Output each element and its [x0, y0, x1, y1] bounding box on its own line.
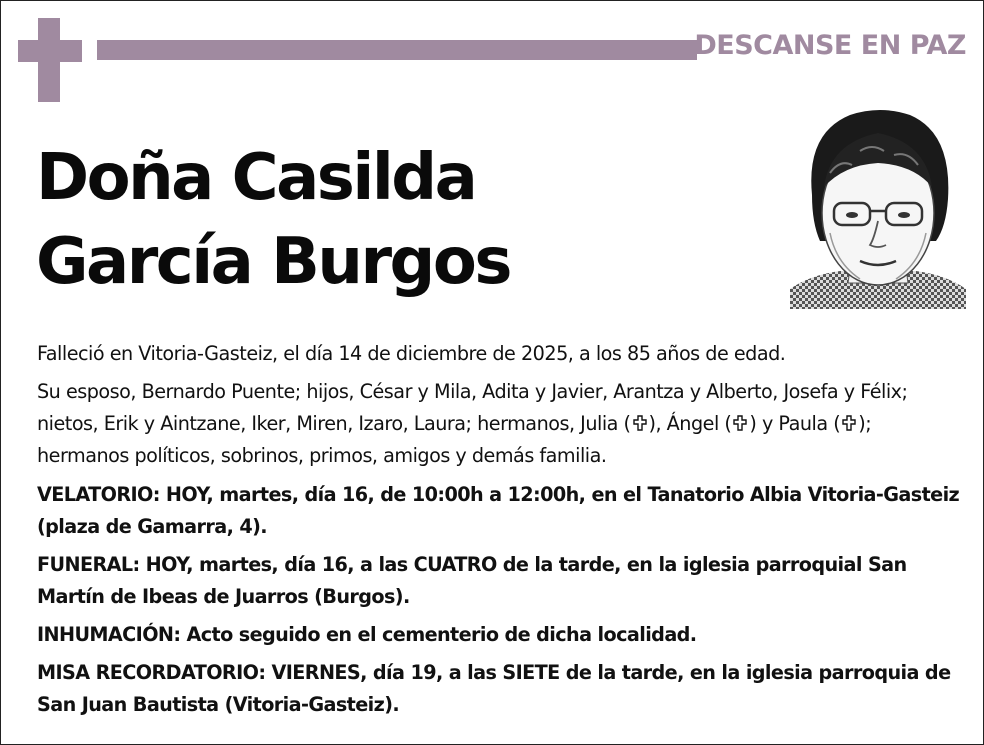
- death-notice: Falleció en Vitoria-Gasteiz, el día 14 de diciembre de 2025, a los 85 años de edad.: [37, 342, 786, 365]
- funeral-info: FUNERAL: HOY, martes, día 16, a las CUATRO de la tarde, en la iglesia parroquial San Martín de Ibeas de Juarros (Burgos).: [37, 553, 907, 608]
- small-cross-icon: [731, 414, 749, 432]
- obituary-body: [37, 338, 962, 727]
- small-cross-icon: [840, 414, 858, 432]
- header-band: [97, 40, 697, 60]
- family-text-1: Su esposo, Bernardo Puente; hijos, César y Mila, Adita y Javier, Arantza y Alberto, Josefa y Félix; nietos, Erik y Aintzane, Iker, Miren, Izaro, Laura; hermanos, Julia (: [37, 380, 908, 435]
- velatorio-info: VELATORIO: HOY, martes, día 16, de 10:00h a 12:00h, en el Tanatorio Albia Vitoria-Gasteiz (plaza de Gamarra, 4).: [37, 483, 960, 538]
- misa-info: MISA RECORDATORIO: VIERNES, día 19, a las SIETE de la tarde, en la iglesia parroquia de San Juan Bautista (Vitoria-Gasteiz).: [37, 661, 951, 716]
- inhumacion-info: INHUMACIÓN: Acto seguido en el cementerio de dicha localidad.: [37, 623, 697, 646]
- latin-cross-icon: [18, 18, 82, 102]
- small-cross-icon: [631, 414, 649, 432]
- header-title: DESCANSE EN PAZ: [694, 30, 966, 61]
- family-text-4: ); hermanos políticos, sobrinos, primos, amigos y demás familia.: [37, 412, 872, 467]
- name-line-2: García Burgos: [36, 225, 510, 299]
- family-list: [37, 376, 962, 472]
- family-text-2: ), Ángel (: [648, 412, 732, 435]
- family-text-3: ) y Paula (: [749, 412, 841, 435]
- portrait-photo: [790, 103, 966, 309]
- deceased-name: [36, 136, 510, 304]
- name-line-1: Doña Casilda: [36, 141, 476, 215]
